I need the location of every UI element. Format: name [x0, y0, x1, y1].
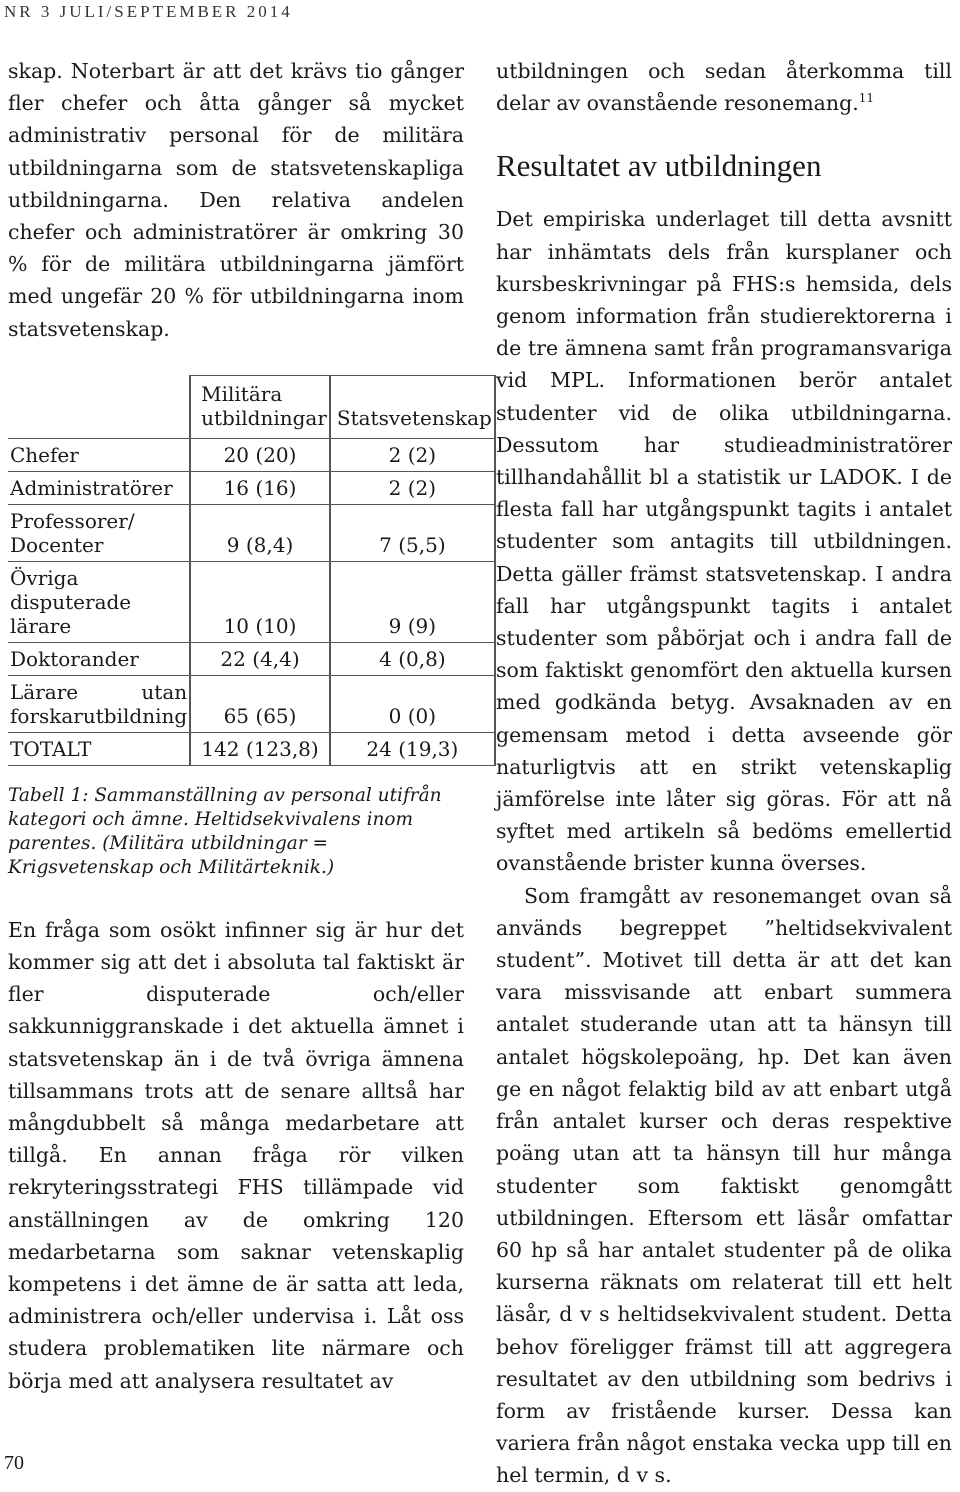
table-row — [8, 675, 495, 732]
row-value-militara: 20 (20) — [190, 438, 330, 471]
right-paragraph-2: Det empiriska underlaget till detta avsnitt har inhämtats dels från kursplaner och kursbeskrivningar på FHS:s hemsida, dels genom information från studierektorerna i de tre ämnena samt från programansvariga vid MPL. Informationen berör antalet studenter vid de olika utbildningarna. Dessutom har studieadministratörer tillhandahållit bl a statistik ur LADOK. I de flesta fall har utgångspunkt tagits i antalet studenter som antagits till utbildningen. Detta gäller främst statsvetenskap. I andra fall har utgångspunkt tagits i antalet studenter som påbörjat och i andra fall de som faktiskt genomfört den aktuella kursen med godkända betyg. Avsaknaden av en gemensam metod i detta avseende gör naturligtvis att en strikt vetenskaplig jämförelse inte låter sig göras. För att nå syftet med artikeln så bedöms emellertid ovanstående brister kunna överses. — [496, 207, 952, 876]
row-label: Chefer — [8, 438, 190, 471]
row-value-statsvetenskap: 9 (9) — [330, 561, 495, 642]
row-label: Doktorander — [8, 642, 190, 675]
row-value-statsvetenskap: 2 (2) — [330, 438, 495, 471]
table-row — [8, 438, 495, 471]
right-paragraph-1 — [496, 55, 952, 119]
table-body — [8, 438, 495, 765]
row-value-militara: 22 (4,4) — [190, 642, 330, 675]
row-label: Professorer/ Docenter — [8, 504, 190, 561]
row-value-militara: 9 (8,4) — [190, 504, 330, 561]
section-heading: Resultatet av utbildningen — [496, 148, 822, 184]
right-paragraph-1-text: utbildningen och sedan återkomma till delar av ovanstående resonemang. — [496, 59, 952, 116]
footnote-reference: 11 — [858, 91, 875, 106]
col-header-militara: Militära utbildningar — [190, 375, 330, 438]
row-value-statsvetenskap: 0 (0) — [330, 675, 495, 732]
row-label: Lärare utan forskarutbildning — [8, 675, 190, 732]
row-value-statsvetenskap: 24 (19,3) — [330, 732, 495, 765]
row-label: Administratörer — [8, 471, 190, 504]
row-value-militara: 65 (65) — [190, 675, 330, 732]
page-number: 70 — [4, 1452, 24, 1474]
row-value-statsvetenskap: 2 (2) — [330, 471, 495, 504]
personnel-table — [8, 375, 496, 766]
table-corner-cell — [8, 375, 190, 438]
right-paragraph-3: Som framgått av resonemanget ovan så används begreppet ”heltidsekvivalent student”. Motivet till detta är att det kan vara missvisande att enbart summera antalet studerande utan att ta hänsyn till antalet högskolepoäng, hp. Det kan även ge en något felaktig bild av att enbart utgå från antalet kurser och deras respektive poäng utan att ta hänsyn till hur många studenter som faktiskt genomgått utbildningen. Eftersom ett läsår omfattar 60 hp så har antalet studenter på de olika kurserna räknats om relaterat till ett helt läsår, d v s heltidsekvivalent student. Detta behov föreligger främst till att aggregera resultatet av den utbildning som bedrivs i form av fristående kurser. Dessa kan variera från något enstaka vecka upp till en hel termin, d v s. — [496, 883, 952, 1488]
col-header-statsvetenskap: Statsvetenskap — [330, 375, 495, 438]
table-caption: Tabell 1: Sammanställning av personal utifrån kategori och ämne. Heltidsekvivalens inom parentes. (Militära utbildningar = Krigsvetenskap och Militärteknik.) — [8, 784, 442, 878]
table-row — [8, 504, 495, 561]
row-value-statsvetenskap: 4 (0,8) — [330, 642, 495, 675]
row-label: TOTALT — [8, 732, 190, 765]
table-row — [8, 471, 495, 504]
row-value-statsvetenskap: 7 (5,5) — [330, 504, 495, 561]
running-header: NR 3 JULI/SEPTEMBER 2014 — [4, 2, 293, 21]
row-value-militara: 142 (123,8) — [190, 732, 330, 765]
table-row — [8, 561, 495, 642]
row-value-militara: 16 (16) — [190, 471, 330, 504]
table-header-row — [8, 375, 495, 438]
row-value-militara: 10 (10) — [190, 561, 330, 642]
left-paragraph-2: En fråga som osökt infinner sig är hur det kommer sig att det i absoluta tal faktiskt är fler disputerade och/eller sakkunniggranskade i det aktuella ämnet i statsvetenskap än i de två övriga ämnena tillsammans trots att de senare alltså har mångdubbelt så många medarbetare att tillgå. En annan fråga rör vilken rekryteringsstrategi FHS tillämpade vid anställningen av de omkring 120 medarbetarna som saknar vetenskaplig kompetens i det ämne de är satta att leda, administrera och/eller undervisa i. Låt oss studera problematiken lite närmare och börja med att analysera resultatet av — [8, 917, 464, 1393]
row-label: Övriga disputerade lärare — [8, 561, 190, 642]
right-column — [496, 55, 952, 1492]
left-paragraph-1: skap. Noterbart är att det krävs tio gånger fler chefer och åtta gånger så mycket administrativ personal för de militära utbildningarna som de statsvetenskapliga utbildningarna. Den relativa andelen chefer och administratörer är omkring 30 % för de militära utbildningarna jämfört med ungefär 20 % för utbildningarna inom statsvetenskap. — [8, 59, 464, 341]
left-column — [8, 55, 492, 1397]
table-row — [8, 642, 495, 675]
table-row — [8, 732, 495, 765]
